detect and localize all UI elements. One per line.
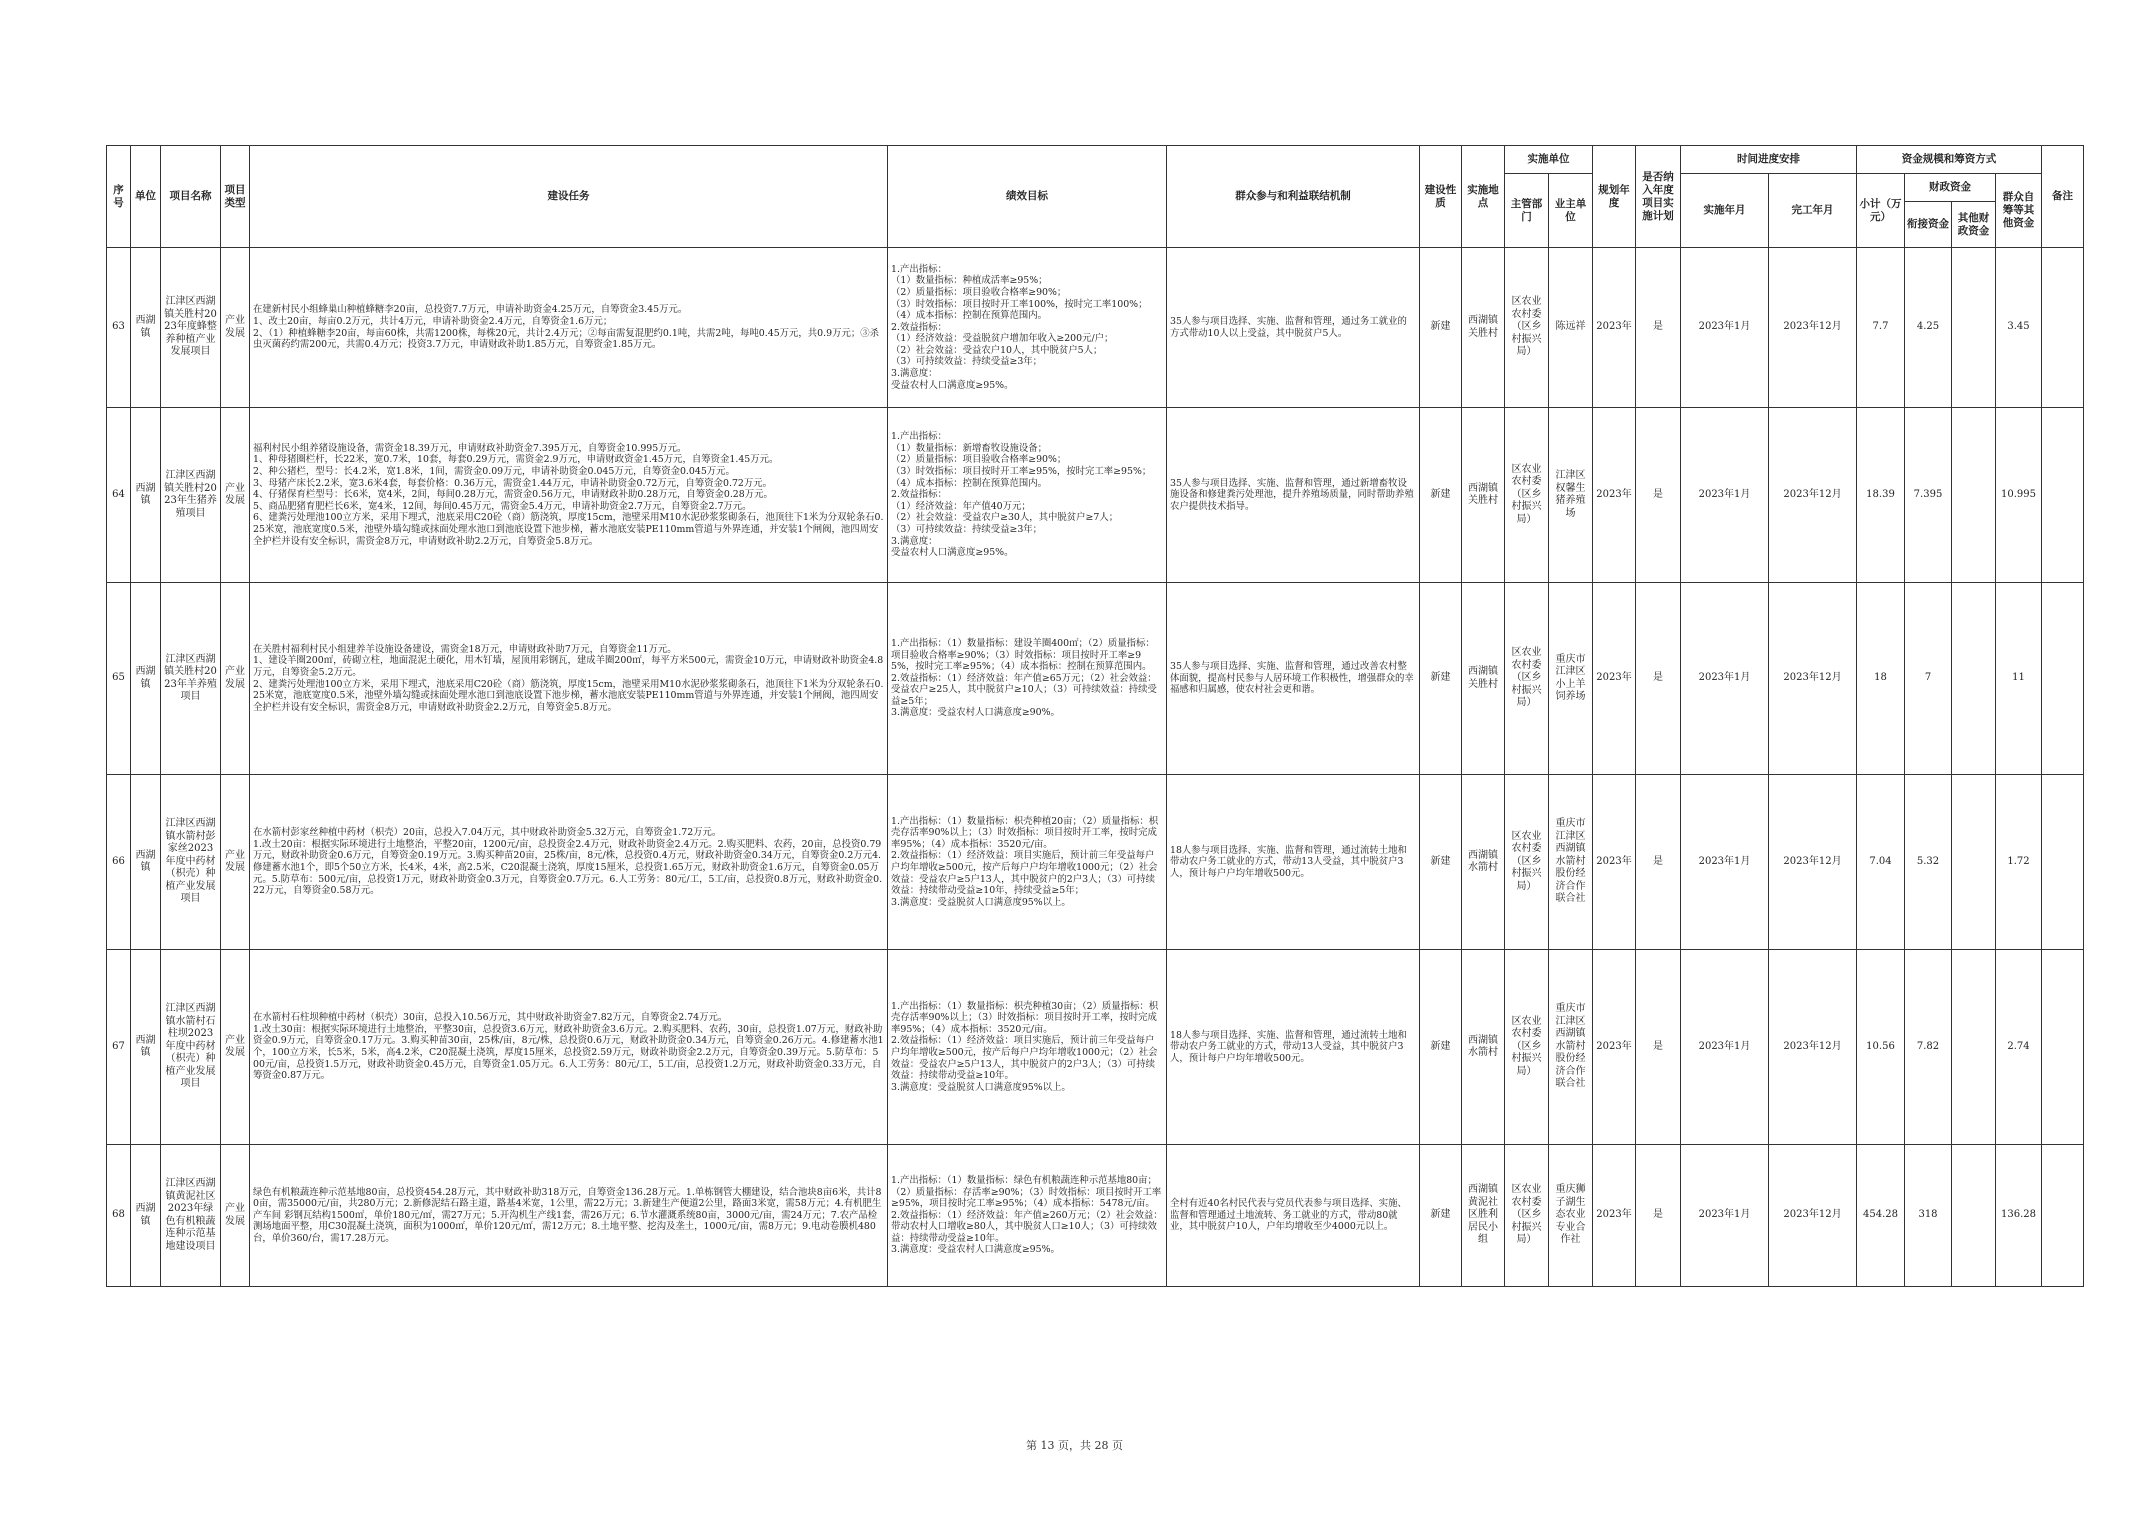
row-owner: 重庆狮子湖生态农业专业合作社: [1549, 1145, 1593, 1287]
row-plan-year: 2023年: [1593, 1145, 1636, 1287]
row-task: [250, 408, 888, 583]
row-subtotal: 18: [1857, 583, 1905, 775]
row-start: 2023年1月: [1681, 248, 1769, 408]
table-row: [107, 408, 2084, 583]
row-perf-line: （1）数量指标：新增畜牧设施设备；: [891, 442, 1047, 454]
row-unit: 西湖镇: [131, 248, 161, 408]
row-perf-line: （1）经济效益：受益脱贫户增加年收入≥200元/户；: [891, 333, 1114, 345]
header-task: 建设任务: [250, 146, 888, 248]
row-other-fiscal: [1952, 950, 1996, 1145]
row-task-line: 5、商品肥猪育肥栏长6米，宽4米，12间，每间0.45万元，需资金5.4万元，申请补助资金2.7万元，自筹资金2.7万元。: [253, 500, 752, 512]
row-type: 产业发展: [221, 583, 250, 775]
row-included: 是: [1636, 248, 1681, 408]
row-seq: 65: [107, 583, 131, 775]
row-perf-line: （3）可持续效益：持续受益≥3年；: [891, 356, 1043, 368]
header-perf: 绩效目标: [888, 146, 1167, 248]
row-other-fiscal: [1952, 408, 1996, 583]
row-site: 西湖镇黄泥社区胜利居民小组: [1462, 1145, 1505, 1287]
header-nature: 建设性质: [1420, 146, 1462, 248]
header-funds: 资金规模和筹资方式: [1857, 146, 2042, 174]
row-seq: 67: [107, 950, 131, 1145]
row-site: 西湖镇关胜村: [1462, 583, 1505, 775]
row-subtotal: 7.7: [1857, 248, 1905, 408]
row-linked: 7.82: [1905, 950, 1952, 1145]
row-type: 产业发展: [221, 248, 250, 408]
row-plan-year: 2023年: [1593, 408, 1636, 583]
row-perf-line: 1.产出指标：（1）数量指标：枳壳种植30亩；（2）质量指标：枳壳存活率90%以上；（3）时效指标：项目按时开工率，按时完成率95%；（4）成本指标：3520元/亩。: [891, 1000, 1159, 1035]
header-self: 群众自筹等其他资金: [1996, 174, 2042, 248]
row-owner: 重庆市江津区小上羊饲养场: [1549, 583, 1593, 775]
row-perf-line: （3）时效指标：项目按时开工率≥95%，按时完工率≥95%；: [891, 466, 1152, 478]
page-number: 第 13 页，共 28 页: [1026, 1439, 1123, 1452]
row-end: 2023年12月: [1769, 583, 1857, 775]
table-row: [107, 248, 2084, 408]
row-unit: 西湖镇: [131, 583, 161, 775]
row-perf-line: 3.满意度：受益脱贫人口满意度95%以上。: [891, 1081, 1071, 1093]
row-end: 2023年12月: [1769, 775, 1857, 950]
row-mech: 35人参与项目选择、实施、监督和管理，通过新增畜牧设施设备和修建粪污处理池，提升养殖场质量，同时帮助养殖农户提供技术指导。: [1167, 408, 1420, 583]
row-name: 江津区西湖镇黄泥社区2023年绿色有机粮蔬连种示范基地建设项目: [161, 1145, 221, 1287]
row-site: 西湖镇水箭村: [1462, 775, 1505, 950]
row-task: [250, 1145, 888, 1287]
row-linked: 7.395: [1905, 408, 1952, 583]
row-mech: 18人参与项目选择、实施、监督和管理，通过流转土地和带动农户务工就业的方式，带动13人受益，其中脱贫户3人，预计每户户均年增收500元。: [1167, 775, 1420, 950]
row-task-line: 2、（1）种植蜂糖李20亩，每亩60株，共需1200株，每株20元，共计2.4万元；②每亩需复混肥约0.1吨，共需2吨，每吨0.45万元，共0.9万元；③杀虫灭菌药约需200元，共需0.4万元；投资3.7万元，申请财政补助1.85万元，自筹资金1.85万元。: [253, 327, 879, 351]
row-perf-line: （3）时效指标：项目按时开工率100%，按时完工率100%；: [891, 298, 1148, 310]
row-linked: 4.25: [1905, 248, 1952, 408]
row-self: 11: [1996, 583, 2042, 775]
row-task-line: 1、种母猪圈栏杆，长22米，宽0.7米，10套，每套0.29万元，需资金2.9万元，申请财政资金1.45万元，自筹资金1.45万元。: [253, 454, 779, 466]
row-subtotal: 18.39: [1857, 408, 1905, 583]
row-perf: [888, 408, 1167, 583]
row-perf: [888, 1145, 1167, 1287]
row-owner: 江津区权馨生猪养殖场: [1549, 408, 1593, 583]
row-dept: 区农业农村委（区乡村振兴局）: [1505, 583, 1549, 775]
row-name: 江津区西湖镇关胜村2023年度蜂整养种植产业发展项目: [161, 248, 221, 408]
row-mech: 35人参与项目选择、实施、监督和管理，通过改善农村整体面貌，提高村民参与人居环境工作积极性，增强群众的幸福感和归属感，使农村社会更和谐。: [1167, 583, 1420, 775]
row-name: 江津区西湖镇关胜村2023年生猪养殖项目: [161, 408, 221, 583]
row-plan-year: 2023年: [1593, 775, 1636, 950]
row-other-fiscal: [1952, 775, 1996, 950]
row-type: 产业发展: [221, 950, 250, 1145]
row-included: 是: [1636, 1145, 1681, 1287]
header-start: 实施年月: [1681, 174, 1769, 248]
row-perf: [888, 248, 1167, 408]
header-mech: 群众参与和利益联结机制: [1167, 146, 1420, 248]
row-start: 2023年1月: [1681, 583, 1769, 775]
row-perf-line: 3.满意度：: [891, 368, 938, 380]
row-remark: [2042, 775, 2084, 950]
row-perf-line: （1）经济效益：年产值40万元；: [891, 500, 1031, 512]
row-owner: 重庆市江津区西湖镇水箭村股份经济合作联合社: [1549, 775, 1593, 950]
row-perf-line: 3.满意度：受益脱贫人口满意度95%以上。: [891, 896, 1071, 908]
row-type: 产业发展: [221, 775, 250, 950]
row-nature: 新建: [1420, 775, 1462, 950]
row-other-fiscal: [1952, 583, 1996, 775]
row-perf: [888, 583, 1167, 775]
row-included: 是: [1636, 583, 1681, 775]
row-end: 2023年12月: [1769, 408, 1857, 583]
row-name: 江津区西湖镇关胜村2023年羊养殖项目: [161, 583, 221, 775]
header-linked: 衔接资金: [1905, 202, 1952, 248]
row-perf-line: （2）社会效益：受益农户10人，其中脱贫户5人；: [891, 344, 1103, 356]
table-row: [107, 583, 2084, 775]
row-remark: [2042, 950, 2084, 1145]
row-perf-line: （2）质量指标：项目验收合格率≥90%；: [891, 454, 1067, 466]
row-perf-line: （4）成本指标：控制在预算范围内。: [891, 477, 1047, 489]
row-seq: 64: [107, 408, 131, 583]
row-task-line: 3、母猪产床长2.2米，宽3.6米4套，每套价格：0.36万元，需资金1.44万元，申请补助资金0.72万元，自筹资金0.72万元。: [253, 477, 772, 489]
row-perf-line: （2）社会效益：受益农户≥30人，其中脱贫户≥7人；: [891, 512, 1119, 524]
row-subtotal: 7.04: [1857, 775, 1905, 950]
row-remark: [2042, 583, 2084, 775]
row-included: 是: [1636, 950, 1681, 1145]
row-task-line: 2、种公猪栏，型号：长4.2米，宽1.8米，1间，需资金0.09万元，申请补助资金0.045万元，自筹资金0.045万元。: [253, 466, 735, 478]
row-task-line: 在水箭村石柱坝种植中药材（枳壳）30亩，总投入10.56万元，其中财政补助资金7.82万元，自筹资金2.74万元。: [253, 1012, 728, 1024]
row-included: 是: [1636, 775, 1681, 950]
row-linked: 318: [1905, 1145, 1952, 1287]
row-perf-line: 3.满意度：: [891, 535, 938, 547]
header-remark: 备注: [2042, 146, 2084, 248]
row-perf-line: 受益农村人口满意度≥95%。: [891, 379, 1014, 391]
row-type: 产业发展: [221, 1145, 250, 1287]
row-start: 2023年1月: [1681, 1145, 1769, 1287]
row-dept: 区农业农村委（区乡村振兴局）: [1505, 950, 1549, 1145]
row-included: 是: [1636, 408, 1681, 583]
row-mech: 35人参与项目选择、实施、监督和管理，通过务工就业的方式带动10人以上受益，其中脱贫户5人。: [1167, 248, 1420, 408]
row-linked: 5.32: [1905, 775, 1952, 950]
row-perf-line: （1）数量指标：种植成活率≥95%；: [891, 275, 1048, 287]
row-nature: 新建: [1420, 248, 1462, 408]
row-task: [250, 583, 888, 775]
row-perf-line: （2）质量指标：项目验收合格率≥90%；: [891, 286, 1067, 298]
table-row: [107, 950, 2084, 1145]
row-start: 2023年1月: [1681, 408, 1769, 583]
row-plan-year: 2023年: [1593, 248, 1636, 408]
row-perf-line: 2.效益指标：（1）经济效益：年产值≥260万元；（2）社会效益：带动农村人口增收≥80人，其中脱贫人口≥10人；（3）可持续效益：持续带动受益≥10年。: [891, 1209, 1163, 1244]
header-impl-unit: 实施单位: [1505, 146, 1593, 174]
row-task-line: 绿色有机粮蔬连种示范基地80亩，总投资454.28万元，其中财政补助318万元，自筹资金136.28万元。1.单栋钢管大棚建设，结合池块8亩6米，共计80亩，需35000元/亩，共280万元；2.新修泥结石路主道，路基4米宽，1公里，需22万元；3.新建生产便道2公里，路面3米宽，需58万元；4.有机肥生产车间 彩钢瓦结构1500㎡，单价180元/㎡，需27万元；5.开沟机生产线1套，需26万元；6.节水灌溉系统80亩，3000元/亩，需24万元；7.农产品检测场地面平整，用C30混凝土浇筑，面积为1000㎡，单价120元/㎡，需12万元；8.土地平整、挖沟及垄土，1000元/亩，需8万元；9.电动卷膜机480台，单价360/台，需17.28万元。: [253, 1186, 882, 1244]
row-seq: 63: [107, 248, 131, 408]
row-mech: 18人参与项目选择、实施、监督和管理，通过流转土地和带动农户务工就业的方式，带动13人受益，其中脱贫户3人，预计每户户均年增收500元。: [1167, 950, 1420, 1145]
row-perf-line: 1.产出指标：（1）数量指标：建设羊圈400㎡；（2）质量指标：项目验收合格率≥90%；（3）时效指标：项目按时开工率≥95%，按时完工率≥95%；（4）成本指标：控制在预算范围内。: [891, 637, 1155, 673]
row-dept: 区农业农村委（区乡村振兴局）: [1505, 775, 1549, 950]
row-remark: [2042, 248, 2084, 408]
row-task-line: 在建新村民小组蜂巢山种植蜂糖李20亩，总投资7.7万元，申请补助资金4.25万元，自筹资金3.45万元。: [253, 304, 688, 316]
row-linked: 7: [1905, 583, 1952, 775]
table-row: [107, 775, 2084, 950]
header-row-1: [107, 146, 2084, 174]
row-unit: 西湖镇: [131, 775, 161, 950]
row-perf-line: 3.满意度：受益农村人口满意度≥90%。: [891, 707, 1060, 719]
row-owner: 陈远祥: [1549, 248, 1593, 408]
row-name: 江津区西湖镇水箭村彭家丝2023年度中药材（枳壳）种植产业发展项目: [161, 775, 221, 950]
row-end: 2023年12月: [1769, 950, 1857, 1145]
row-task: [250, 248, 888, 408]
row-site: 西湖镇水箭村: [1462, 950, 1505, 1145]
row-start: 2023年1月: [1681, 950, 1769, 1145]
row-perf-line: 2.效益指标：: [891, 489, 947, 501]
row-dept: 区农业农村委（区乡村振兴局）: [1505, 248, 1549, 408]
row-perf-line: 2.效益指标：（1）经济效益：年产值≥65万元；（2）社会效益：受益农户≥25人，其中脱贫户≥10人；（3）可持续效益：持续受益≥5年；: [891, 672, 1157, 707]
row-name: 江津区西湖镇水箭村石柱坝2023年度中药材（枳壳）种植产业发展项目: [161, 950, 221, 1145]
row-other-fiscal: [1952, 1145, 1996, 1287]
row-start: 2023年1月: [1681, 775, 1769, 950]
row-owner: 重庆市江津区西湖镇水箭村股份经济合作联合社: [1549, 950, 1593, 1145]
header-included: 是否纳入年度项目实施计划: [1636, 146, 1681, 248]
header-dept: 主管部门: [1505, 174, 1549, 248]
row-task-line: 6、建粪污处理池100立方米，采用下埋式，池底采用C20砼（商）筋浇筑，厚度15cm，池壁采用M10水泥砂浆浆砌条石，池顶往下1米为分双轮条石0.25米宽，池底宽度0.5米，池壁外墙勾缝或抹面处理水池口到池底设置下池步梯，蓄水池底安装PE110mm管道与外界连通，并安装1个闸阀，池四周安全护栏并设有安全标识，需资金8万元，申请财政补助2.2万元，自筹资金5.8万元。: [253, 512, 884, 547]
row-perf-line: 2.效益指标：（1）经济效益：项目实施后，预计前三年受益每户户均年增收≥500元，按产后每户户均年增收1000元；（2）社会效益：受益农户≥5户13人，其中脱贫户的2户3人；（3）可持续效益：持续带动受益≥10年。: [891, 1035, 1158, 1082]
row-subtotal: 454.28: [1857, 1145, 1905, 1287]
row-seq: 66: [107, 775, 131, 950]
row-perf-line: 2.效益指标：（1）经济效益：项目实施后，预计前三年受益每户户均年增收≥500元，按产后每户户均年增收1000元；（2）社会效益：受益农户≥5户13人，其中脱贫户的2户3人；（3）可持续效益：持续带动受益≥10年，持续受益≥5年；: [891, 850, 1158, 897]
row-self: 136.28: [1996, 1145, 2042, 1287]
row-perf-line: 3.满意度：受益农村人口满意度≥95%。: [891, 1244, 1060, 1256]
row-self: 10.995: [1996, 408, 2042, 583]
project-table-sheet: [106, 145, 2073, 1287]
row-site: 西湖镇关胜村: [1462, 248, 1505, 408]
row-task: [250, 775, 888, 950]
row-task-line: 在水箭村彭家丝种植中药材（枳壳）20亩，总投入7.04万元，其中财政补助资金5.32万元，自筹资金1.72万元。: [253, 827, 722, 839]
row-task-line: 1.改土20亩：根据实际环境进行土地整治，平整20亩，1200元/亩，总投资金2.4万元，财政补助资金2.4万元。2.购买肥料、农药，20亩，总投资0.79万元，财政补助资金0.6万元，自筹资金0.19万元。3.购买种苗20亩，25株/亩，8元/株，总投资0.4万元，财政补助资金0.34万元，自筹资金0.2万元4.修建蓄水池1个，即5个50立方米，长4米，4米，高2.5米，C20混凝土浇筑，厚度15厘米，总投资1.65万元，财政补助资金1.6万元，自筹资金0.05万元。5.防草布：500元/亩，总投资1万元，财政补助资金0.3万元，自筹资金0.7万元。6.人工劳务：80元/工，5工/亩，总投资0.8万元，财政补助资金0.22万元，自筹资金0.58万元。: [253, 838, 883, 897]
row-self: 1.72: [1996, 775, 2042, 950]
row-dept: 区农业农村委（区乡村振兴局）: [1505, 408, 1549, 583]
row-self: 2.74: [1996, 950, 2042, 1145]
row-perf-line: 1.产出指标：: [891, 431, 947, 443]
header-plan-year: 规划年度: [1593, 146, 1636, 248]
row-perf: [888, 775, 1167, 950]
row-mech: 全村有近40名村民代表与党员代表参与项目选择、实施、监督和管理通过土地流转、务工就业的方式，带动80就业，其中脱贫户10人，户年均增收至少4000元以上。: [1167, 1145, 1420, 1287]
row-dept: 区农业农村委（区乡村振兴局）: [1505, 1145, 1549, 1287]
row-unit: 西湖镇: [131, 950, 161, 1145]
row-plan-year: 2023年: [1593, 583, 1636, 775]
row-other-fiscal: [1952, 248, 1996, 408]
row-site: 西湖镇关胜村: [1462, 408, 1505, 583]
header-name: 项目名称: [161, 146, 221, 248]
row-end: 2023年12月: [1769, 1145, 1857, 1287]
project-table: [106, 145, 2084, 1287]
header-seq: 序号: [107, 146, 131, 248]
header-type: 项目类型: [221, 146, 250, 248]
header-other-fiscal: 其他财政资金: [1952, 202, 1996, 248]
row-task: [250, 950, 888, 1145]
row-perf-line: 受益农村人口满意度≥95%。: [891, 547, 1014, 559]
row-nature: 新建: [1420, 950, 1462, 1145]
row-self: 3.45: [1996, 248, 2042, 408]
row-perf-line: 1.产出指标：（1）数量指标：绿色有机粮蔬连种示范基地80亩；（2）质量指标：存活率≥90%；（3）时效指标：项目按时开工率≥95%，项目按时完工率≥95%；（4）成本指标：5478元/亩。: [891, 1174, 1162, 1210]
row-remark: [2042, 1145, 2084, 1287]
row-unit: 西湖镇: [131, 408, 161, 583]
row-perf-line: 1.产出指标：: [891, 263, 947, 275]
row-type: 产业发展: [221, 408, 250, 583]
row-plan-year: 2023年: [1593, 950, 1636, 1145]
row-seq: 68: [107, 1145, 131, 1287]
row-task-line: 1、改土20亩，每亩0.2万元，共计4万元，申请补助资金2.4万元，自筹资金1.6万元；: [253, 315, 613, 327]
row-task-line: 在关胜村福利村民小组建养羊设施设备建设，需资金18万元，申请财政补助7万元，自筹资金11万元。: [253, 643, 677, 655]
row-task-line: 2、建粪污处理池100立方米，采用下埋式，池底采用C20砼（商）筋浇筑，厚度15cm，池壁采用M10水泥砂浆浆砌条石，池顶往下1米为分双轮条石0.25米宽，池底宽度0.5米，池壁外墙勾缝或抹面处理水池口到池底设置下池步梯，蓄水池底安装PE110mm管道与外界连通，并安装1个闸阀，池四周安全护栏并设有安全标识，需资金8万元，申请财政补助资金2.2万元，自筹资金5.8万元。: [253, 678, 884, 713]
row-perf: [888, 950, 1167, 1145]
header-schedule: 时间进度安排: [1681, 146, 1857, 174]
row-perf-line: 1.产出指标：（1）数量指标：枳壳种植20亩；（2）质量指标：枳壳存活率90%以上；（3）时效指标：项目按时开工率，按时完成率95%；（4）成本指标：3520元/亩。: [891, 815, 1159, 850]
header-site: 实施地点: [1462, 146, 1505, 248]
row-nature: 新建: [1420, 1145, 1462, 1287]
row-unit: 西湖镇: [131, 1145, 161, 1287]
header-end: 完工年月: [1769, 174, 1857, 248]
row-perf-line: （4）成本指标：控制在预算范围内。: [891, 310, 1047, 322]
row-task-line: 1、建设羊圈200㎡，砖砌立柱，地面混泥土硬化，用木钉墙，屋顶用彩钢瓦，建成羊圈200㎡，每平方米500元，需资金10万元，申请财政补助资金4.8万元，自筹资金5.2万元。: [253, 655, 884, 678]
header-subtotal: 小计（万元）: [1857, 174, 1905, 248]
row-subtotal: 10.56: [1857, 950, 1905, 1145]
table-row: [107, 1145, 2084, 1287]
row-remark: [2042, 408, 2084, 583]
row-task-line: 1.改土30亩：根据实际环境进行土地整治，平整30亩，总投资3.6万元，财政补助资金3.6万元。2.购买肥料、农药，30亩，总投资1.07万元，财政补助资金0.9万元，自筹资金0.17万元。3.购买种苗30亩，25株/亩，8元/株，总投资0.6万元，财政补助资金0.34万元，自筹资金0.26万元。4.修建蓄水池1个，100立方米，长5米，5米，高4.2米，C20混凝土浇筑，厚度15厘米，总投资2.59万元，财政补助资金2.2万元，自筹资金0.39万元。5.防草布：500元/亩，总投资1.5万元，财政补助资金0.45万元，自筹资金1.05万元。6.人工劳务：80元/工，5工/亩，总投资1.2万元，财政补助资金0.33万元，自筹资金0.87万元。: [253, 1023, 884, 1082]
header-owner: 业主单位: [1549, 174, 1593, 248]
row-perf-line: 2.效益指标：: [891, 321, 947, 333]
row-task-line: 4、仔猪保育栏型号：长6米，宽4米，2间，每间0.28万元，需资金0.56万元，申请财政补助0.28万元，自筹资金0.28万元。: [253, 489, 773, 501]
row-end: 2023年12月: [1769, 248, 1857, 408]
header-fiscal: 财政资金: [1905, 174, 1996, 202]
row-perf-line: （3）可持续效益：持续受益≥3年；: [891, 523, 1043, 535]
row-nature: 新建: [1420, 408, 1462, 583]
table-body: [107, 248, 2084, 1287]
row-task-line: 福利村民小组养猪设施设备，需资金18.39万元，申请财政补助资金7.395万元，自筹资金10.995万元。: [253, 442, 687, 454]
header-unit: 单位: [131, 146, 161, 248]
row-nature: 新建: [1420, 583, 1462, 775]
